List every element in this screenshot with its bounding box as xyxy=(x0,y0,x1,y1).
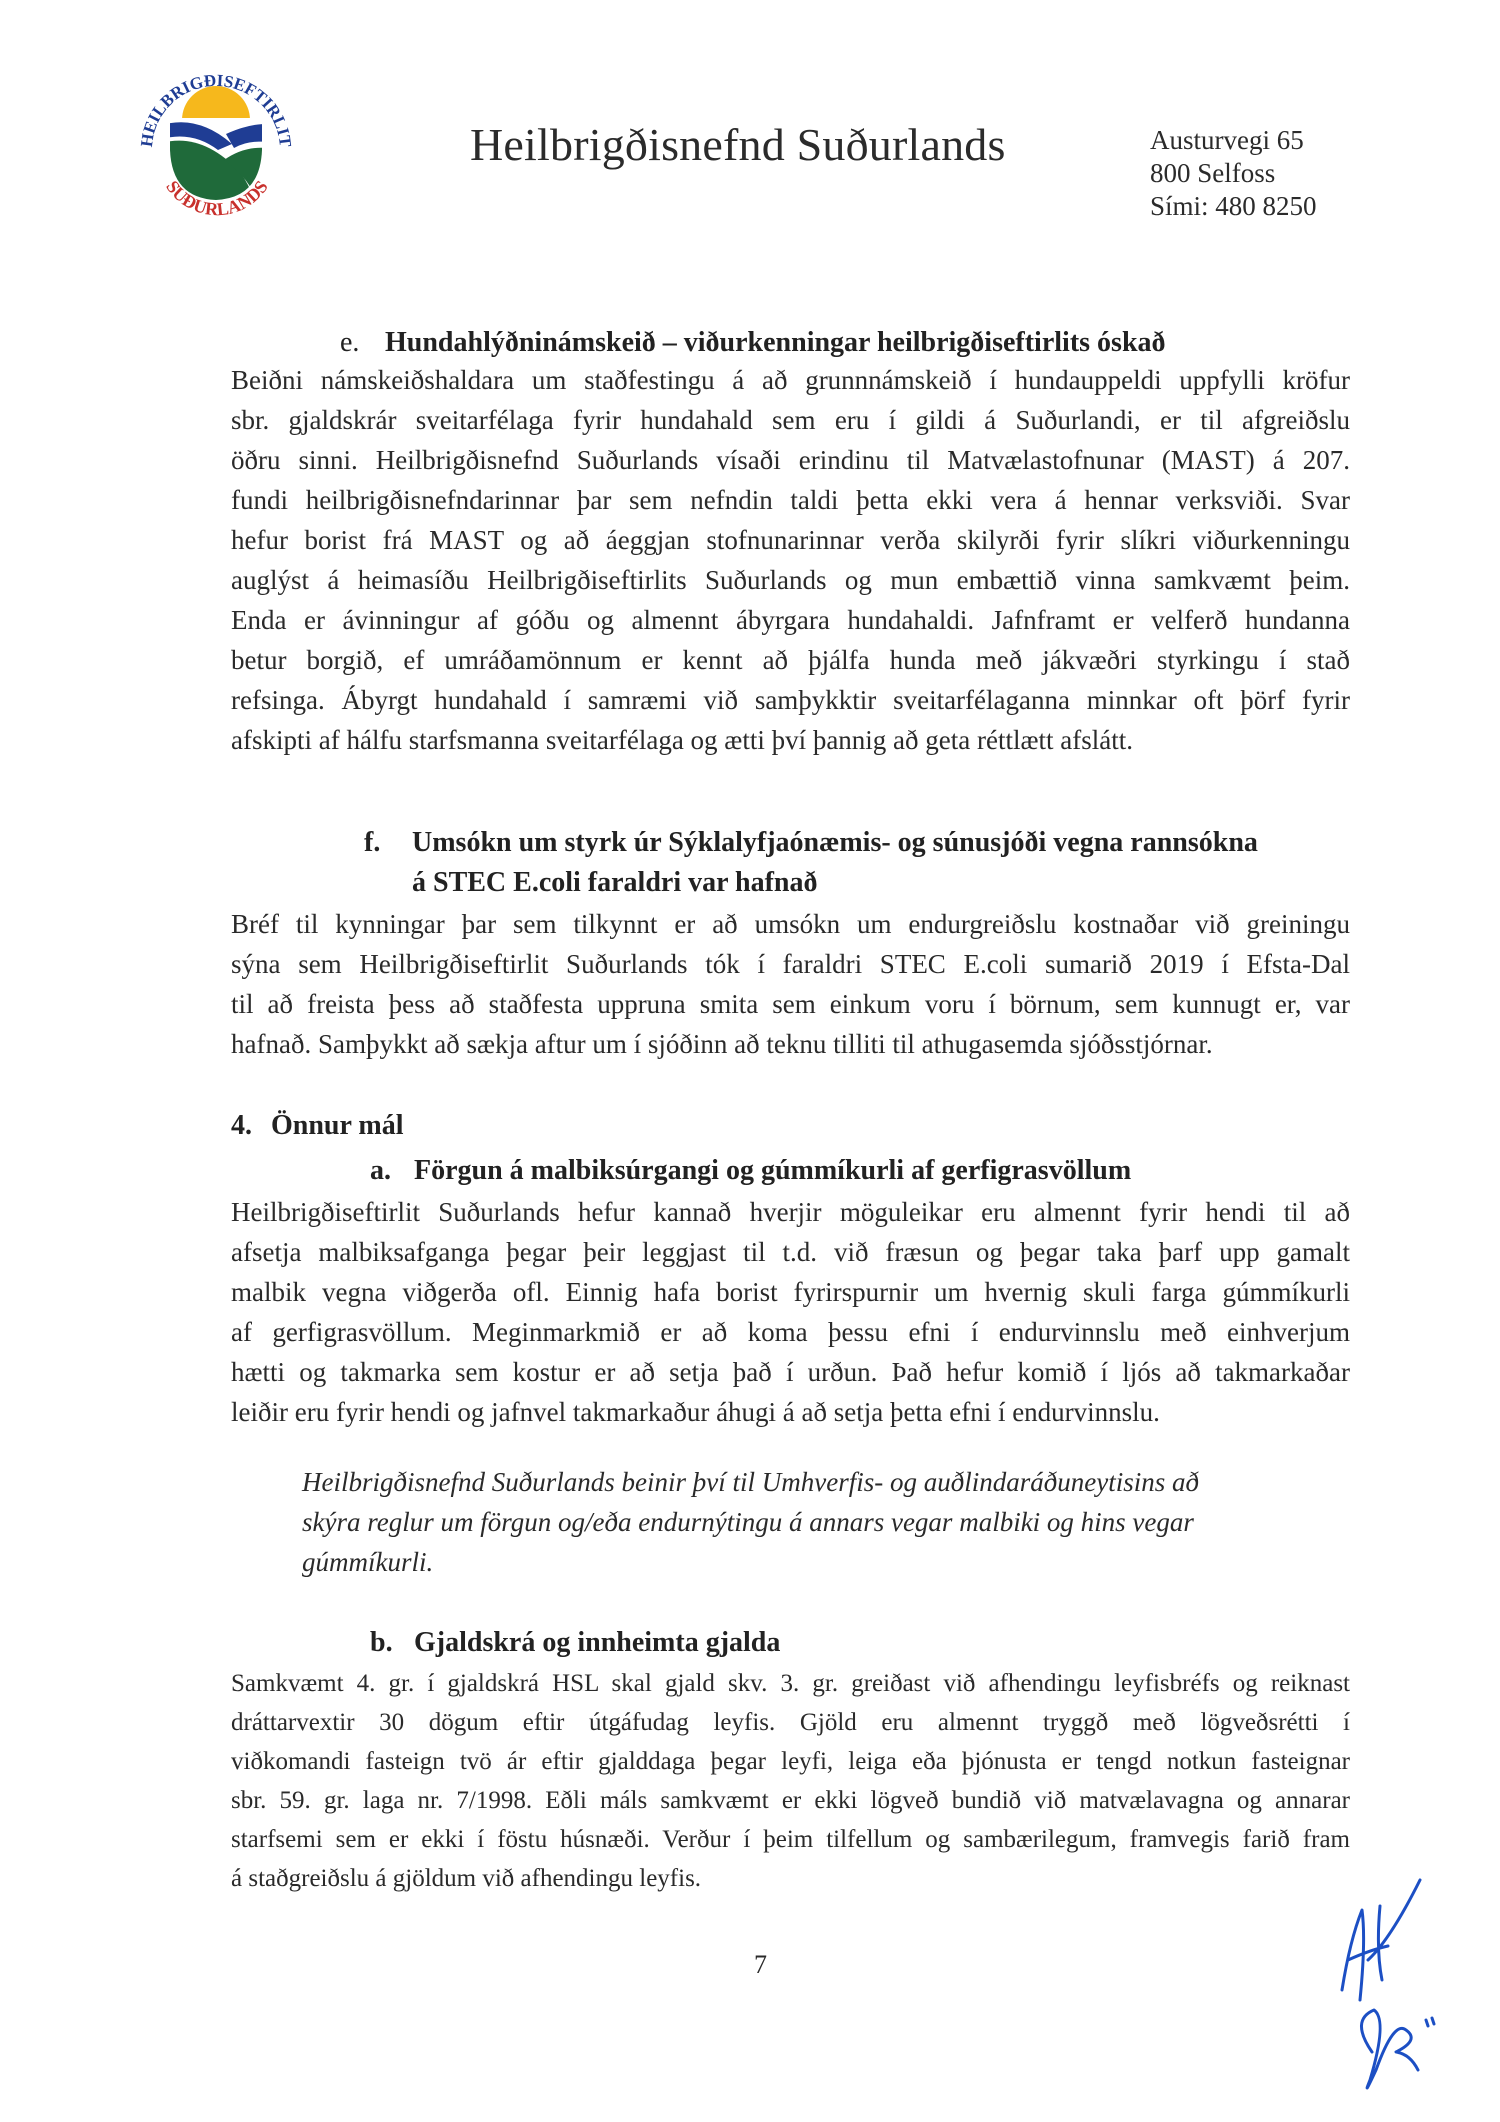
section-f-title-line1: Umsókn um styrk úr Sýklalyfjaónæmis- og súnusjóði vegna rannsókna xyxy=(412,827,1258,858)
paragraph-line: á staðgreiðslu á gjöldum við afhendingu leyfis. xyxy=(231,1865,702,1892)
resolution-line: Heilbrigðisnefnd Suðurlands beinir því til Umhverfis- og auðlindaráðuneytisins að xyxy=(302,1467,1199,1497)
paragraph-line: malbik vegna viðgerða ofl. Einnig hafa borist fyrirspurnir um hvernig skuli farga gúmmíkurli xyxy=(231,1277,1350,1307)
paragraph-line: öðru sinni. Heilbrigðisnefnd Suðurlands vísaði erindinu til Matvælastofnunar (MAST) á 207. xyxy=(231,445,1350,475)
paragraph-line: dráttarvextir 30 dögum eftir útgáfudag leyfis. Gjöld eru almennt tryggð með lögveðsrétti í xyxy=(231,1709,1350,1736)
handwritten-signature-icon xyxy=(1310,1870,1500,2110)
paragraph-line: viðkomandi fasteign tvö ár eftir gjalddaga þegar leyfi, leiga eða þjónusta er tengd notkun fasteignar xyxy=(231,1748,1350,1775)
paragraph-line: Beiðni námskeiðshaldara um staðfestingu á að grunnnámskeið í hundauppeldi uppfylli kröfur xyxy=(231,365,1350,395)
section-a-heading xyxy=(370,1155,1131,1187)
paragraph-line: afskipti af hálfu starfsmanna sveitarfélaga og ætti því þannig að geta réttlætt afslátt. xyxy=(231,725,1133,755)
paragraph-line: Bréf til kynningar þar sem tilkynnt er að umsókn um endurgreiðslu kostnaðar við greiningu xyxy=(231,909,1350,939)
section-f-heading xyxy=(364,827,1258,859)
section-a-marker: a. xyxy=(370,1155,391,1186)
paragraph-line: auglýst á heimasíðu Heilbrigðiseftirlits Suðurlands og mun embættið vinna samkvæmt þeim. xyxy=(231,565,1350,595)
paragraph-line: refsinga. Ábyrgt hundahald í samræmi við samþykktir sveitarfélaganna minnkar oft þörf fyrir xyxy=(231,685,1350,715)
address-city: 800 Selfoss xyxy=(1150,158,1276,188)
paragraph-line: starfsemi sem er ekki í föstu húsnæði. Verður í þeim tilfellum og sambærilegum, framvegis farið fram xyxy=(231,1826,1350,1853)
paragraph-line: leiðir eru fyrir hendi og jafnvel takmarkaður áhugi á að setja þetta efni í endurvinnslu. xyxy=(231,1397,1160,1427)
address-street: Austurvegi 65 xyxy=(1150,125,1304,155)
paragraph-line: hætti og takmarka sem kostur er að setja það í urðun. Það hefur komið í ljós að takmarkaðar xyxy=(231,1357,1350,1387)
address-phone: Sími: 480 8250 xyxy=(1150,191,1317,221)
section-b-title: Gjaldskrá og innheimta gjalda xyxy=(414,1627,781,1658)
organization-title: Heilbrigðisnefnd Suðurlands xyxy=(470,119,1006,170)
paragraph-line: sbr. gjaldskrár sveitarfélaga fyrir hundahald sem eru í gildi á Suðurlandi, er til afgreiðslu xyxy=(231,405,1350,435)
section-f-heading-line2: á STEC E.coli faraldri var hafnað xyxy=(412,867,818,898)
paragraph-line: af gerfigrasvöllum. Meginmarkmið er að koma þessu efni í endurvinnslu með einhverjum xyxy=(231,1317,1350,1347)
paragraph-line: sbr. 59. gr. laga nr. 7/1998. Eðli máls samkvæmt er ekki lögveð bundið við matvælavagna og annarar xyxy=(231,1787,1350,1814)
paragraph-line: fundi heilbrigðisnefndarinnar þar sem nefndin taldi þetta ekki vera á hennar verksviði. Svar xyxy=(231,485,1350,515)
paragraph-line: afsetja malbiksafganga þegar þeir leggjast til t.d. við fræsun og þegar taka þarf upp gamalt xyxy=(231,1237,1350,1267)
section-e-title: Hundahlýðninámskeið – viðurkenningar heilbrigðiseftirlits óskað xyxy=(385,327,1166,358)
paragraph-line: til að freista þess að staðfesta uppruna smita sem einkum voru í börnum, sem kunnugt er, var xyxy=(231,989,1350,1019)
section-e-heading xyxy=(340,327,1166,359)
paragraph-line: Enda er ávinningur af góðu og almennt ábyrgara hundahaldi. Jafnframt er velferð hundanna xyxy=(231,605,1350,635)
section-b-marker: b. xyxy=(370,1627,393,1658)
section-4-title: Önnur mál xyxy=(271,1110,404,1141)
page-number: 7 xyxy=(754,1950,767,1979)
section-e-marker: e. xyxy=(340,327,360,358)
paragraph-line: Heilbrigðiseftirlit Suðurlands hefur kannað hverjir möguleikar eru almennt fyrir hendi til að xyxy=(231,1197,1350,1227)
section-4-heading xyxy=(231,1110,404,1142)
address-block xyxy=(1150,124,1317,223)
section-f-marker: f. xyxy=(364,827,381,858)
svg-text:SUÐURLANDS: SUÐURLANDS xyxy=(162,176,272,218)
section-4-marker: 4. xyxy=(231,1110,252,1141)
section-a-title: Förgun á malbiksúrgangi og gúmmíkurli af gerfigrasvöllum xyxy=(414,1155,1132,1186)
paragraph-line: hafnað. Samþykkt að sækja aftur um í sjóðinn að teknu tilliti til athugasemda sjóðsstjórnar. xyxy=(231,1029,1213,1059)
section-b-heading xyxy=(370,1627,780,1659)
paragraph-line: sýna sem Heilbrigðiseftirlit Suðurlands tók í faraldri STEC E.coli sumarið 2019 í Efsta-Dal xyxy=(231,949,1350,979)
paragraph-line: betur borgið, ef umráðamönnum er kennt að þjálfa hunda með jákvæðri styrkingu í stað xyxy=(231,645,1350,675)
resolution-line: skýra reglur um förgun og/eða endurnýtingu á annars vegar malbiki og hins vegar xyxy=(302,1507,1194,1537)
resolution-line: gúmmíkurli. xyxy=(302,1547,434,1577)
paragraph-line: Samkvæmt 4. gr. í gjaldskrá HSL skal gjald skv. 3. gr. greiðast við afhendingu leyfisbréfs og reiknast xyxy=(231,1670,1350,1697)
heilbrigdiseftirlit-logo-icon xyxy=(130,58,300,218)
svg-text:HEILBRIGÐISEFTIRLIT: HEILBRIGÐISEFTIRLIT xyxy=(136,70,296,149)
paragraph-line: hefur borist frá MAST og að áeggjan stofnunarinnar verða skilyrði fyrir slíkri viðurkenningu xyxy=(231,525,1350,555)
